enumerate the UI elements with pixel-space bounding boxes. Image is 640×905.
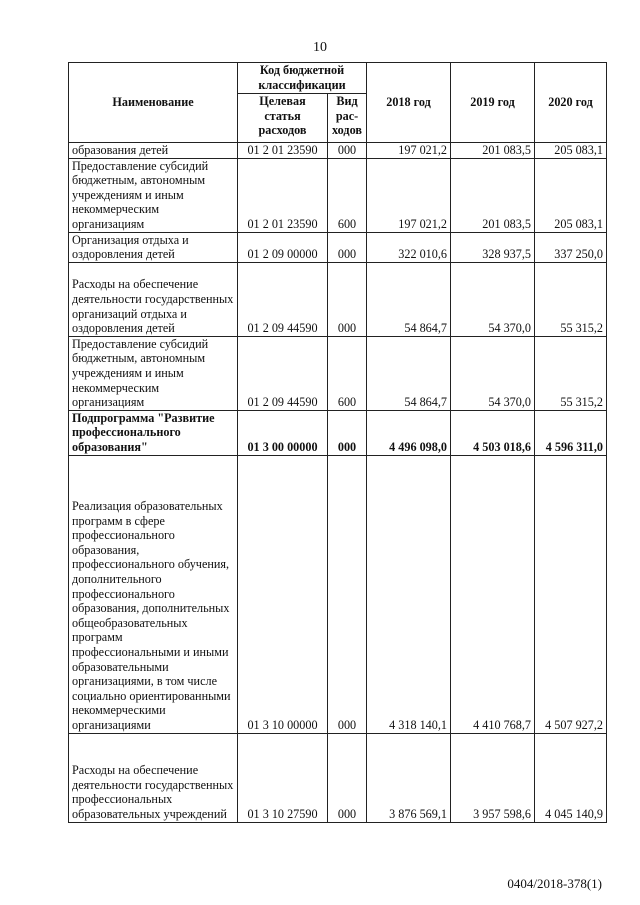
row-value-2020: 337 250,0	[535, 232, 607, 262]
table-row	[69, 232, 607, 262]
row-value-2019: 54 370,0	[451, 336, 535, 410]
header-code-group: Код бюджетной классификации	[238, 63, 367, 94]
table-row	[69, 455, 607, 733]
row-name: образования детей	[69, 143, 238, 159]
row-value-2018: 3 876 569,1	[367, 733, 451, 822]
table-row	[69, 158, 607, 232]
row-expense-type: 600	[328, 158, 367, 232]
row-expense-type: 000	[328, 410, 367, 455]
table-row	[69, 410, 607, 455]
row-value-2019: 3 957 598,6	[451, 733, 535, 822]
row-value-2019: 201 083,5	[451, 158, 535, 232]
row-value-2019: 201 083,5	[451, 143, 535, 159]
row-value-2019: 328 937,5	[451, 232, 535, 262]
row-code: 01 3 10 00000	[238, 455, 328, 733]
row-expense-type: 000	[328, 262, 367, 336]
row-name: Реализация образовательных программ в сфере профессионального образования, профессионального обучения, дополнительного профессионального образования, дополнительных общеобразовательных программ профессиональными и иными образовательными организациями, в том числе социально ориентированными некоммерческими организациями	[69, 455, 238, 733]
row-value-2020: 55 315,2	[535, 262, 607, 336]
budget-table	[68, 62, 607, 823]
row-value-2018: 54 864,7	[367, 262, 451, 336]
row-value-2020: 4 507 927,2	[535, 455, 607, 733]
row-name: Предоставление субсидий бюджетным, автономным учреждениям и иным некоммерческим организациям	[69, 158, 238, 232]
row-value-2018: 4 496 098,0	[367, 410, 451, 455]
row-value-2018: 197 021,2	[367, 158, 451, 232]
row-value-2020: 205 083,1	[535, 143, 607, 159]
table-row	[69, 733, 607, 822]
row-code: 01 3 10 27590	[238, 733, 328, 822]
row-value-2019: 4 410 768,7	[451, 455, 535, 733]
row-value-2018: 54 864,7	[367, 336, 451, 410]
row-code: 01 2 09 44590	[238, 262, 328, 336]
row-expense-type: 000	[328, 232, 367, 262]
page-number: 10	[313, 40, 327, 55]
document-code: 0404/2018-378(1)	[507, 876, 602, 891]
row-value-2020: 4 596 311,0	[535, 410, 607, 455]
row-code: 01 2 09 00000	[238, 232, 328, 262]
row-value-2018: 322 010,6	[367, 232, 451, 262]
row-name: Предоставление субсидий бюджетным, автономным учреждениям и иным некоммерческим организациям	[69, 336, 238, 410]
row-value-2020: 55 315,2	[535, 336, 607, 410]
row-name: Подпрограмма "Развитие профессионального образования"	[69, 410, 238, 455]
row-name: Расходы на обеспечение деятельности государственных организаций отдыха и оздоровления детей	[69, 262, 238, 336]
row-code: 01 2 09 44590	[238, 336, 328, 410]
row-value-2018: 4 318 140,1	[367, 455, 451, 733]
table-row	[69, 143, 607, 159]
header-2020: 2020 год	[535, 63, 607, 143]
header-target-item: Целевая статья расходов	[238, 94, 328, 143]
row-expense-type: 000	[328, 143, 367, 159]
table-row	[69, 336, 607, 410]
row-value-2018: 197 021,2	[367, 143, 451, 159]
row-code: 01 2 01 23590	[238, 158, 328, 232]
header-name: Наименование	[69, 63, 238, 143]
row-value-2019: 4 503 018,6	[451, 410, 535, 455]
header-expense-type: Вид рас-ходов	[328, 94, 367, 143]
row-name: Организация отдыха и оздоровления детей	[69, 232, 238, 262]
header-2019: 2019 год	[451, 63, 535, 143]
table-row	[69, 262, 607, 336]
row-expense-type: 600	[328, 336, 367, 410]
row-expense-type: 000	[328, 733, 367, 822]
row-value-2020: 205 083,1	[535, 158, 607, 232]
table-body	[69, 143, 607, 823]
row-code: 01 2 01 23590	[238, 143, 328, 159]
row-value-2019: 54 370,0	[451, 262, 535, 336]
row-code: 01 3 00 00000	[238, 410, 328, 455]
row-value-2020: 4 045 140,9	[535, 733, 607, 822]
row-name: Расходы на обеспечение деятельности государственных профессиональных образовательных учреждений	[69, 733, 238, 822]
header-2018: 2018 год	[367, 63, 451, 143]
row-expense-type: 000	[328, 455, 367, 733]
